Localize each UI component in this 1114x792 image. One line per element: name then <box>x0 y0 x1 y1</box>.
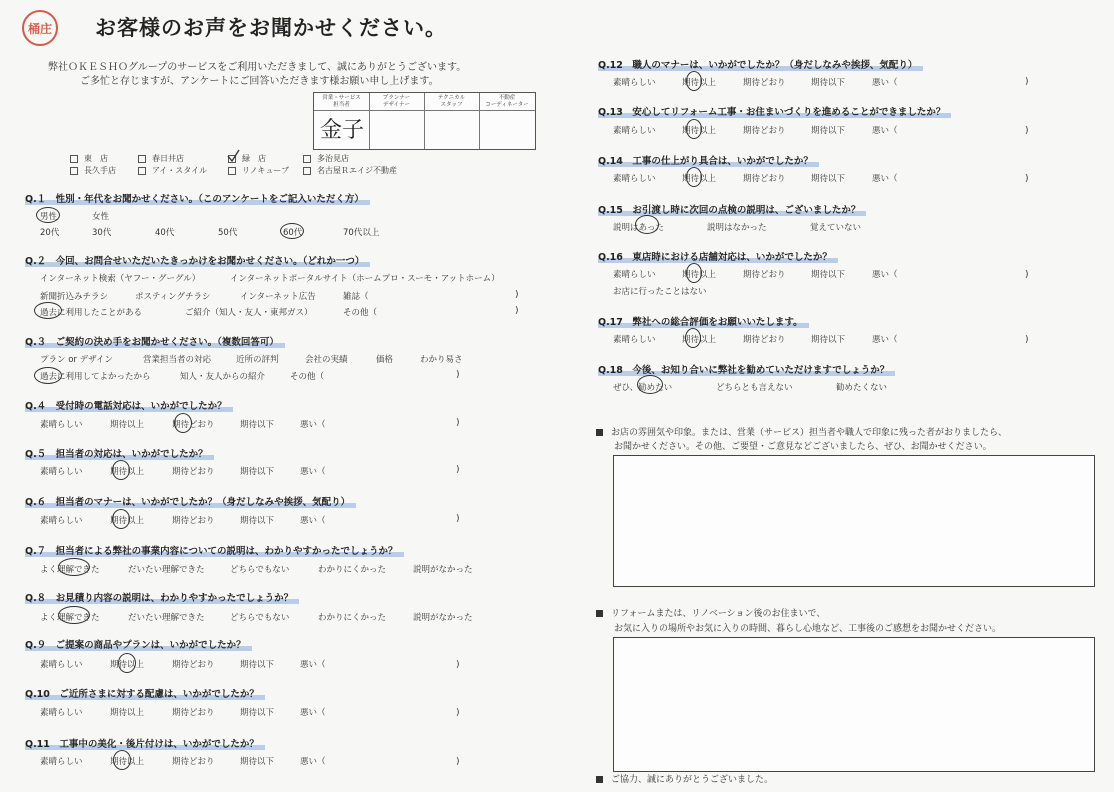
comment-prompt-1b: お聞かせください。その他、ご要望・ご意見などございましたら、ぜひ、お聞かせください。 <box>614 442 992 452</box>
answer-option[interactable]: 期待どおり <box>172 420 215 430</box>
answer-option[interactable]: 過去に利用したことがある <box>40 308 143 318</box>
answer-option[interactable]: 悪い（ <box>300 757 326 767</box>
answer-option[interactable]: 会社の実績 <box>305 355 348 365</box>
answer-option[interactable]: 説明がなかった <box>413 613 473 623</box>
answer-option[interactable]: 期待どおり <box>172 708 215 718</box>
answer-option[interactable]: 期待以上 <box>682 174 717 184</box>
answer-option[interactable]: 期待以上 <box>110 757 145 767</box>
answer-option[interactable]: 50代 <box>218 228 238 238</box>
answer-option[interactable]: 女性 <box>92 212 110 222</box>
answer-option[interactable]: 期待以下 <box>811 335 846 345</box>
circle-mark-icon <box>686 263 702 283</box>
question-label: Q.17 弊社への総合評価をお願いいたします。 <box>598 314 809 328</box>
staff-header-technical: テクニカル スタッフ <box>437 95 466 108</box>
page-title: お客様のお声をお聞かせください。 <box>95 16 447 40</box>
answer-option[interactable]: 期待以上 <box>110 516 145 526</box>
answer-option[interactable]: 素晴らしい <box>40 660 83 670</box>
answer-option[interactable]: 悪い（ <box>300 420 326 430</box>
answer-option[interactable]: 素晴らしい <box>40 708 83 718</box>
paren-close: ) <box>1025 77 1029 87</box>
store-option[interactable]: リノキューブ <box>228 165 289 176</box>
question-label: Q.８ お見積り内容の説明は、わかりやすかったでしょうか？ <box>25 590 299 604</box>
answer-option[interactable]: 素晴らしい <box>40 757 83 767</box>
answer-option[interactable]: 20代 <box>40 228 60 238</box>
circle-mark-icon <box>113 750 131 770</box>
answer-option[interactable]: 悪い（ <box>300 516 326 526</box>
answer-option[interactable]: 近所の評判 <box>236 355 279 365</box>
answer-option[interactable]: 素晴らしい <box>40 516 83 526</box>
answer-option[interactable]: 悪い（ <box>872 270 898 280</box>
circle-mark-icon <box>36 207 60 223</box>
circle-mark-icon <box>280 223 304 239</box>
answer-option[interactable]: 期待以下 <box>240 757 275 767</box>
comment-prompt-2: リフォームまたは、リノベーション後のお住まいで、 <box>596 606 825 619</box>
company-seal-stamp: 桶庄 <box>22 10 58 46</box>
answer-option[interactable]: 40代 <box>155 228 175 238</box>
answer-option[interactable]: 期待以上 <box>110 660 145 670</box>
circle-mark-icon <box>685 328 701 348</box>
staff-header-realestate: 不動産 コーディネーター <box>485 95 529 108</box>
circle-mark-icon <box>58 606 90 624</box>
circle-mark-icon <box>34 302 62 319</box>
answer-option[interactable]: 期待どおり <box>172 757 215 767</box>
answer-option[interactable]: 期待どおり <box>172 467 215 477</box>
answer-option[interactable]: お店に行ったことはない <box>613 287 707 297</box>
answer-option[interactable]: 期待どおり <box>743 78 786 88</box>
question-label: Q.１ 性別・年代をお聞かせください。（このアンケートをご記入いただく方） <box>25 191 370 205</box>
store-option[interactable]: 東 店 <box>70 153 108 164</box>
paren-close: ) <box>1025 126 1029 136</box>
answer-option[interactable]: 70代以上 <box>343 228 380 238</box>
checkmark-icon <box>226 149 240 163</box>
answer-option[interactable]: どちらでもない <box>230 565 290 575</box>
paren-close: ) <box>456 418 460 428</box>
answer-option[interactable]: わかり易さ <box>420 355 463 365</box>
paren-close: ) <box>456 708 460 718</box>
question-label: Q.３ ご契約の決め手をお聞かせください。（複数回答可） <box>25 334 285 348</box>
answer-option[interactable]: 期待以下 <box>240 467 275 477</box>
question-label: Q.７ 担当者による弊社の事業内容についての説明は、わかりやすかったでしょうか？ <box>25 543 404 557</box>
answer-option[interactable]: 期待どおり <box>172 516 215 526</box>
question-label: Q.11 工事中の美化・後片付けは、いかがでしたか？ <box>25 736 265 750</box>
answer-option[interactable]: ご紹介（知人・友人・東邦ガス） <box>185 308 313 318</box>
circle-mark-icon <box>34 367 62 384</box>
answer-option[interactable]: 期待以下 <box>811 126 846 136</box>
question-label: Q.18 今後、お知り合いに弊社を勧めていただけますでしょうか？ <box>598 362 895 376</box>
answer-option[interactable]: その他（ <box>290 372 325 382</box>
intro-line-1: 弊社ＯＫＥＳＨＯグループのサービスをご利用いただきまして、誠にありがとうございます。 <box>48 62 467 73</box>
circle-mark-icon <box>174 413 192 433</box>
answer-option[interactable]: 素晴らしい <box>40 420 83 430</box>
store-option[interactable]: 多治見店 <box>303 153 349 164</box>
paren-close: ) <box>1025 270 1029 280</box>
comment-prompt-2b: お気に入りの場所やお気に入りの時間、暮らし心地など、工事後のご感想をお聞かせください。 <box>614 624 1002 634</box>
question-label: Q.４ 受付時の電話対応は、いかがでしたか？ <box>25 398 233 412</box>
answer-option[interactable]: どちらでもない <box>230 613 290 623</box>
comment-textarea-1[interactable] <box>613 455 1095 587</box>
comment-prompt-1: お店の雰囲気や印象。または、営業（サービス）担当者や職人で印象に残った者がおりましたら、 <box>596 425 1007 438</box>
answer-option[interactable]: 素晴らしい <box>613 126 656 136</box>
answer-option[interactable]: 知人・友人からの紹介 <box>180 372 266 382</box>
question-label: Q.12 職人のマナーは、いかがでしたか？（身だしなみや挨拶、気配り） <box>598 57 923 71</box>
answer-option[interactable]: 悪い（ <box>300 708 326 718</box>
answer-option[interactable]: プラン or デザイン <box>40 355 114 365</box>
answer-option[interactable]: 期待どおり <box>743 270 786 280</box>
staff-signature: 金子 <box>320 118 365 143</box>
answer-option[interactable]: インターネット検索（ヤフー・グーグル） <box>40 274 201 284</box>
answer-option[interactable]: 悪い（ <box>872 78 898 88</box>
answer-option[interactable]: 期待以上 <box>682 78 717 88</box>
answer-option[interactable]: 勧めたくない <box>836 383 888 393</box>
answer-option[interactable]: ぜひ、勧めたい <box>613 383 673 393</box>
answer-option[interactable]: 雑誌（ <box>343 292 369 302</box>
answer-option[interactable]: だいたい理解できた <box>128 613 205 623</box>
answer-option[interactable]: 素晴らしい <box>613 174 656 184</box>
circle-mark-icon <box>686 119 702 139</box>
answer-option[interactable]: わかりにくかった <box>318 565 387 575</box>
store-option[interactable]: アイ・スタイル <box>138 165 207 176</box>
answer-option[interactable]: 覚えていない <box>810 223 862 233</box>
answer-option[interactable]: 期待以下 <box>811 174 846 184</box>
answer-option[interactable]: 説明はあった <box>613 223 664 233</box>
answer-option[interactable]: よく理解できた <box>40 565 100 575</box>
answer-option[interactable]: 過去に利用してよかったから <box>40 372 151 382</box>
answer-option[interactable]: 悪い（ <box>300 467 326 477</box>
answer-option[interactable]: 期待以下 <box>240 420 275 430</box>
circle-mark-icon <box>112 460 130 480</box>
answer-option[interactable]: 営業担当者の対応 <box>143 355 212 365</box>
store-option-selected[interactable]: 緑 店 <box>228 153 266 164</box>
answer-option[interactable]: 説明はなかった <box>707 223 767 233</box>
answer-option[interactable]: わかりにくかった <box>318 613 387 623</box>
paren-close: ) <box>515 306 519 316</box>
question-label: Q.６ 担当者のマナーは、いかがでしたか？（身だしなみや挨拶、気配り） <box>25 494 356 508</box>
staff-header-planner: プランナー デザイナー <box>382 95 411 108</box>
comment-textarea-2[interactable] <box>613 637 1095 772</box>
answer-option[interactable]: 期待どおり <box>743 174 786 184</box>
answer-option[interactable]: 素晴らしい <box>40 467 83 477</box>
question-label: Q.16 東店時における店舗対応は、いかがでしたか？ <box>598 249 838 263</box>
answer-option[interactable]: 期待以下 <box>811 78 846 88</box>
paren-close: ) <box>456 660 460 670</box>
answer-option[interactable]: 説明がなかった <box>413 565 473 575</box>
answer-option[interactable]: 期待以上 <box>682 126 717 136</box>
answer-option[interactable]: 期待どおり <box>743 335 786 345</box>
answer-option[interactable]: どちらとも言えない <box>716 383 793 393</box>
circle-mark-icon <box>58 558 90 576</box>
store-option[interactable]: 春日井店 <box>138 153 184 164</box>
paren-close: ) <box>1025 335 1029 345</box>
answer-option[interactable]: 期待以下 <box>811 270 846 280</box>
intro-line-2: ご多忙と存じますが、アンケートにご回答いただきます様お願い申し上げます。 <box>80 76 439 87</box>
answer-option[interactable]: 悪い（ <box>872 335 898 345</box>
answer-option[interactable]: その他（ <box>343 308 378 318</box>
store-option[interactable]: 長久手店 <box>70 165 116 176</box>
answer-option[interactable]: 悪い（ <box>872 126 898 136</box>
answer-option[interactable]: 価格 <box>376 355 394 365</box>
circle-mark-icon <box>686 167 702 187</box>
circle-mark-icon <box>637 375 663 394</box>
question-label: Q.13 安心してリフォーム工事・お住まいづくりを進めることができましたか？ <box>598 104 951 118</box>
answer-option[interactable]: 悪い（ <box>872 174 898 184</box>
staff-header-sales: 営業・サービス 担当者 <box>322 95 361 108</box>
paren-close: ) <box>515 290 519 300</box>
circle-mark-icon <box>118 653 136 673</box>
question-label: Q.14 工事の仕上がり具合は、いかがでしたか？ <box>598 153 819 167</box>
question-label: Q.15 お引渡し時に次回の点検の説明は、ございましたか？ <box>598 202 866 216</box>
answer-option[interactable]: 期待以下 <box>240 708 275 718</box>
paren-close: ) <box>456 370 460 380</box>
answer-option[interactable]: 素晴らしい <box>613 335 656 345</box>
paren-close: ) <box>456 465 460 475</box>
circle-mark-icon <box>686 71 702 91</box>
answer-option[interactable]: インターネットポータルサイト（ホームプロ・スーモ・アットホーム） <box>230 274 500 284</box>
answer-option[interactable]: よく理解できた <box>40 613 100 623</box>
question-label: Q.２ 今回、お問合せいただいたきっかけをお聞かせください。（どれか一つ） <box>25 253 370 267</box>
answer-option[interactable]: 期待以上 <box>110 420 145 430</box>
answer-option[interactable]: 60代 <box>283 228 303 238</box>
answer-option[interactable]: 悪い（ <box>300 660 326 670</box>
answer-option[interactable]: 期待以上 <box>682 270 717 280</box>
circle-mark-icon <box>635 215 659 234</box>
answer-option[interactable]: 新聞折込みチラシ <box>40 292 109 302</box>
answer-option[interactable]: 期待どおり <box>172 660 215 670</box>
circle-mark-icon <box>112 509 130 529</box>
answer-option[interactable]: 期待どおり <box>743 126 786 136</box>
answer-option[interactable]: 素晴らしい <box>613 270 656 280</box>
paren-close: ) <box>456 757 460 767</box>
answer-option[interactable]: 30代 <box>92 228 112 238</box>
answer-option[interactable]: 期待以上 <box>110 467 145 477</box>
paren-close: ) <box>456 514 460 524</box>
question-label: Q.10 ご近所さまに対する配慮は、いかがでしたか？ <box>25 686 265 700</box>
store-option[interactable]: 名古屋Ｒエイジ不動産 <box>303 165 397 176</box>
answer-option[interactable]: だいたい理解できた <box>128 565 205 575</box>
answer-option[interactable]: インターネット広告 <box>240 292 316 302</box>
answer-option[interactable]: 期待以下 <box>240 516 275 526</box>
answer-option[interactable]: 男性 <box>40 212 58 222</box>
answer-option[interactable]: 素晴らしい <box>613 78 656 88</box>
question-label: Q.９ ご提案の商品やプランは、いかがでしたか？ <box>25 637 252 651</box>
answer-option[interactable]: 期待以上 <box>682 335 717 345</box>
thanks-note: ご協力、誠にありがとうございました。 <box>596 772 773 785</box>
answer-option[interactable]: 期待以下 <box>240 660 275 670</box>
answer-option[interactable]: ポスティングチラシ <box>135 292 211 302</box>
question-label: Q.５ 担当者の対応は、いかがでしたか？ <box>25 446 214 460</box>
answer-option[interactable]: 期待以上 <box>110 708 145 718</box>
paren-close: ) <box>1025 174 1029 184</box>
